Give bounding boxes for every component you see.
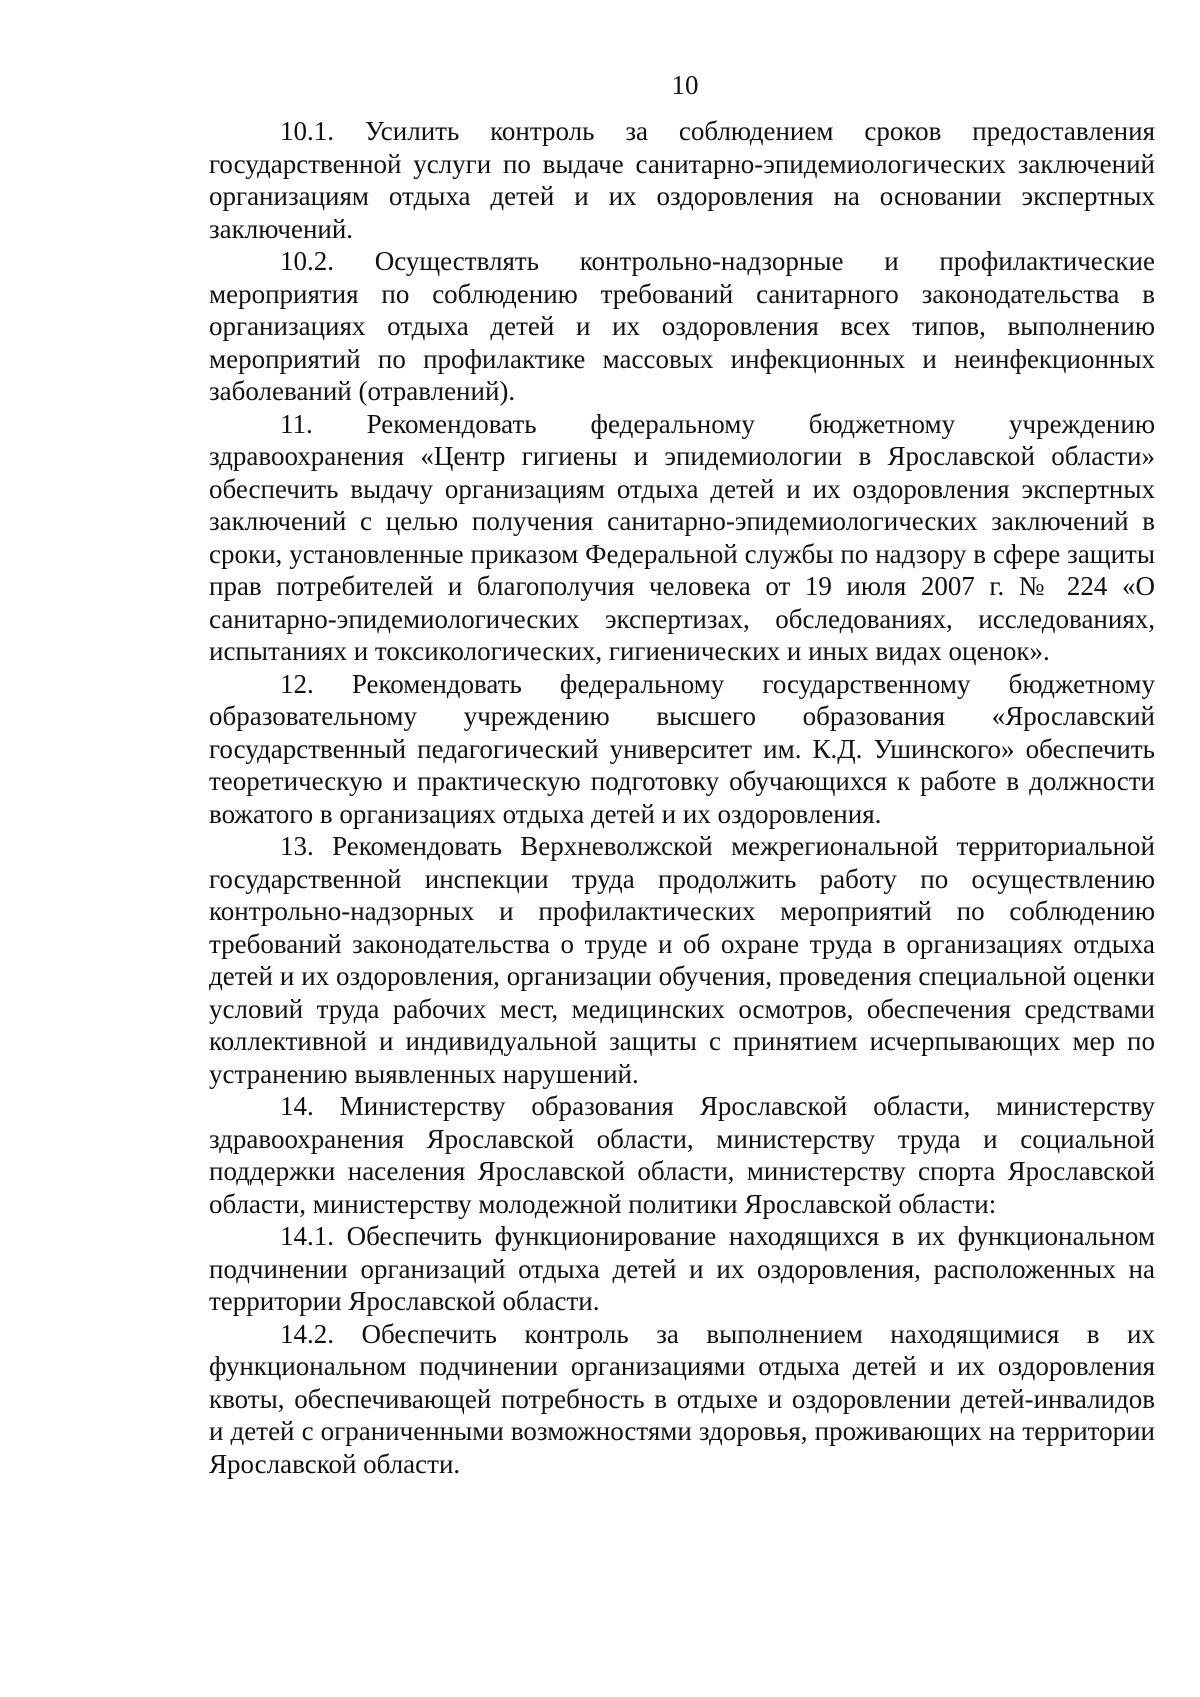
paragraph-10-2: 10.2. Осуществлять контрольно-надзорные и профилактические мероприятия по соблюдению требований санитарного законодательства в организациях отдыха детей и их оздоровления всех типов, выполнению мероприятий по профилактике массовых инфекционных и неинфекционных заболеваний (отравлений).	[209, 246, 1155, 406]
paragraph-10-1: 10.1. Усилить контроль за соблюдением сроков предоставления государственной услуги по выдаче санитарно-эпидемиологических заключений организациям отдыха детей и их оздоровления на основании экспертных заключений.	[209, 116, 1155, 244]
paragraph-11: 11. Рекомендовать федеральному бюджетному учреждению здравоохранения «Центр гигиены и эпидемиологии в Ярославской области» обеспечить выдачу организациям отдыха детей и их оздоровления экспертных заключений с целью получения санитарно-эпидемиологических заключений в сроки, установленные приказом Федеральной службы по надзору в сфере защиты прав потребителей и благополучия человека от 19 июля 2007 г. № 224 «О санитарно-эпидемиологических экспертизах, обследованиях, исследованиях, испытаниях и токсикологических, гигиенических и иных видах оценок».	[209, 408, 1155, 666]
page-number: 10	[671, 70, 699, 100]
document-body	[209, 115, 1155, 1480]
paragraph-14-1: 14.1. Обеспечить функционирование находящихся в их функциональном подчинении организаций отдыха детей и их оздоровления, расположенных на территории Ярославской области.	[209, 1221, 1155, 1316]
paragraph-12: 12. Рекомендовать федеральному государственному бюджетному образовательному учреждению высшего образования «Ярославский государственный педагогический университет им. К.Д. Ушинского» обеспечить теоретическую и практическую подготовку обучающихся к работе в должности вожатого в организациях отдыха детей и их оздоровления.	[209, 668, 1155, 829]
paragraph-14-2: 14.2. Обеспечить контроль за выполнением находящимися в их функциональном подчинении организациями отдыха детей и их оздоровления квоты, обеспечивающей потребность в отдыхе и оздоровлении детей-инвалидов и детей с ограниченными возможностями здоровья, проживающих на территории Ярославской области.	[209, 1318, 1155, 1479]
paragraph-14: 14. Министерству образования Ярославской области, министерству здравоохранения Ярославской области, министерству труда и социальной поддержки населения Ярославской области, министерству спорта Ярославской области, министерству молодежной политики Ярославской области:	[209, 1091, 1155, 1219]
paragraph-13: 13. Рекомендовать Верхневолжской межрегиональной территориальной государственной инспекции труда продолжить работу по осуществлению контрольно-надзорных и профилактических мероприятий по соблюдению требований законодательства о труде и об охране труда в организациях отдыха детей и их оздоровления, организации обучения, проведения специальной оценки условий труда рабочих мест, медицинских осмотров, обеспечения средствами коллективной и индивидуальной защиты с принятием исчерпывающих мер по устранению выявленных нарушений.	[209, 831, 1155, 1089]
